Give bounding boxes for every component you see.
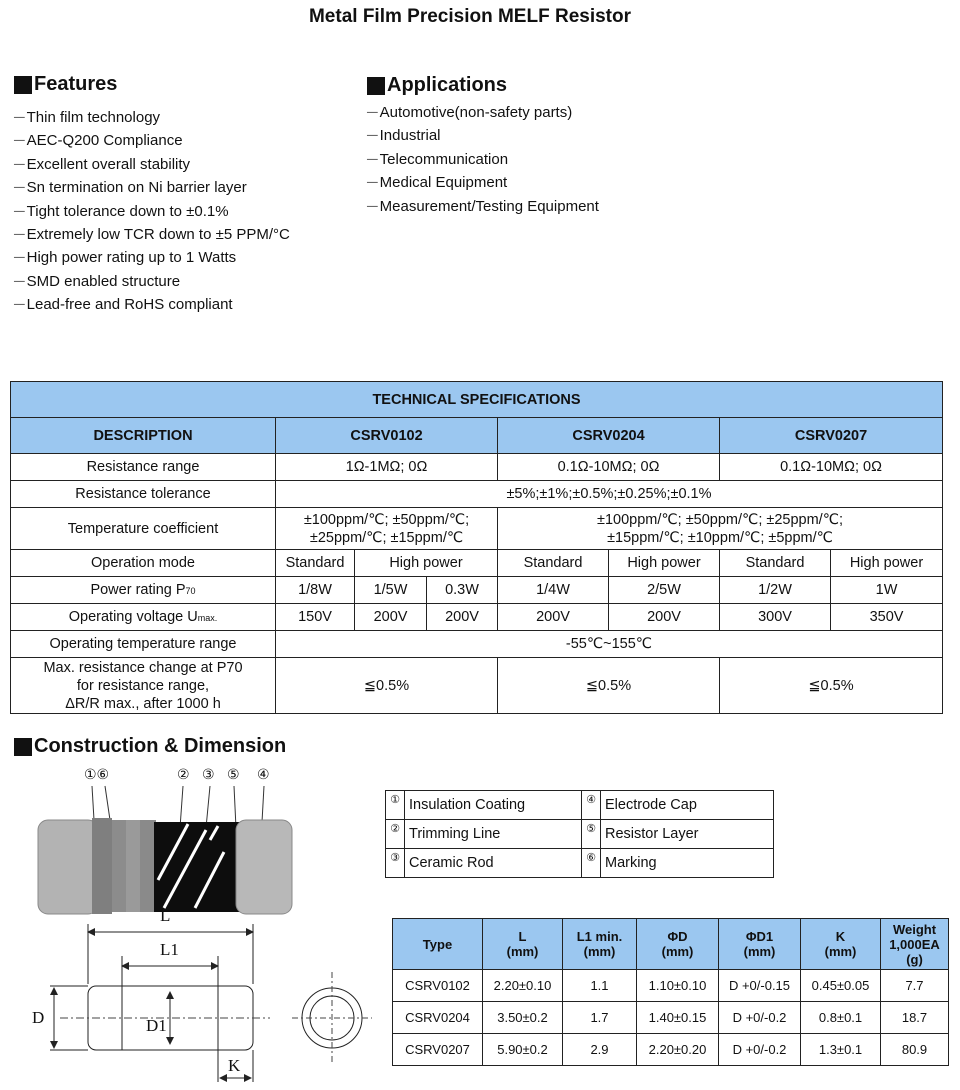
legend-label: Insulation Coating bbox=[405, 791, 582, 820]
voltage-value: 150V bbox=[276, 604, 355, 631]
feature-item-text: Thin film technology bbox=[26, 109, 161, 126]
technical-specifications-table bbox=[10, 381, 943, 714]
construction-heading bbox=[14, 735, 286, 758]
callout-4: ④ bbox=[257, 766, 270, 782]
feature-item bbox=[14, 200, 290, 223]
dim-cell: D +0/-0.15 bbox=[719, 970, 801, 1002]
resistance-range-0207: 0.1Ω-10MΩ; 0Ω bbox=[720, 454, 943, 481]
dash-bullet-icon: ─ bbox=[14, 132, 25, 150]
voltage-value: 200V bbox=[355, 604, 427, 631]
dash-bullet-icon: ─ bbox=[367, 150, 378, 168]
resistance-change-label bbox=[11, 658, 276, 714]
dim-header: ΦD (mm) bbox=[637, 919, 719, 970]
dim-cell: CSRV0102 bbox=[393, 970, 483, 1002]
operating-voltage-label-text: Operating voltage U bbox=[68, 608, 198, 625]
legend-number: ④ bbox=[582, 791, 601, 820]
feature-item bbox=[14, 106, 290, 129]
tc-rest-line1: ±100ppm/℃; ±50ppm/℃; ±25ppm/℃; bbox=[596, 511, 844, 528]
dimension-label-D: D bbox=[32, 1008, 45, 1027]
power-value: 1/2W bbox=[720, 577, 831, 604]
square-bullet-icon bbox=[367, 77, 385, 95]
dimension-label-K: K bbox=[228, 1056, 241, 1075]
dash-bullet-icon: ─ bbox=[14, 296, 25, 314]
dim-cell: 1.40±0.15 bbox=[637, 1002, 719, 1034]
legend-number: ② bbox=[386, 820, 405, 849]
callout-5: ⑤ bbox=[227, 766, 240, 782]
voltage-value: 200V bbox=[427, 604, 498, 631]
square-bullet-icon bbox=[14, 738, 32, 756]
feature-item bbox=[14, 223, 290, 246]
temp-coefficient-label: Temperature coefficient bbox=[11, 508, 276, 550]
dimension-label-D1: D1 bbox=[146, 1016, 167, 1035]
power-rating-subscript: 70 bbox=[185, 585, 196, 596]
tolerance-value: ±5%;±1%;±0.5%;±0.25%;±0.1% bbox=[276, 481, 943, 508]
applications-heading bbox=[367, 74, 507, 97]
page-title: Metal Film Precision MELF Resistor bbox=[308, 6, 632, 27]
dimension-label-L-top: L bbox=[160, 906, 171, 925]
resistance-range-0102: 1Ω-1MΩ; 0Ω bbox=[276, 454, 498, 481]
dim-cell: 2.9 bbox=[563, 1034, 637, 1066]
voltage-value: 200V bbox=[498, 604, 609, 631]
header-csrv0207: CSRV0207 bbox=[720, 418, 943, 454]
dim-cell: D +0/-0.2 bbox=[719, 1002, 801, 1034]
resistance-range-label: Resistance range bbox=[11, 454, 276, 481]
construction-legend-table bbox=[385, 790, 774, 878]
feature-item bbox=[14, 270, 290, 293]
feature-item bbox=[14, 293, 290, 316]
mode-0102-standard: Standard bbox=[276, 550, 355, 577]
mode-0207-standard: Standard bbox=[720, 550, 831, 577]
resistance-change-line3: ΔR/R max., after 1000 h bbox=[65, 695, 221, 712]
dim-cell: 80.9 bbox=[881, 1034, 949, 1066]
dash-bullet-icon: ─ bbox=[14, 249, 25, 267]
dash-bullet-icon: ─ bbox=[14, 179, 25, 197]
dim-header: Type bbox=[393, 919, 483, 970]
header-csrv0102: CSRV0102 bbox=[276, 418, 498, 454]
feature-item-text: Tight tolerance down to ±0.1% bbox=[26, 202, 229, 220]
application-item bbox=[367, 124, 599, 147]
dim-cell: D +0/-0.2 bbox=[719, 1034, 801, 1066]
legend-label: Trimming Line bbox=[405, 820, 582, 849]
temp-coefficient-0204-0207 bbox=[498, 508, 943, 550]
dim-cell: 5.90±0.2 bbox=[483, 1034, 563, 1066]
dim-cell: 1.3±0.1 bbox=[801, 1034, 881, 1066]
legend-label: Ceramic Rod bbox=[405, 849, 582, 878]
features-list bbox=[14, 106, 290, 317]
feature-item bbox=[14, 153, 290, 176]
resistance-change-line2: for resistance range, bbox=[76, 677, 210, 694]
legend-number: ③ bbox=[386, 849, 405, 878]
dim-cell: 1.1 bbox=[563, 970, 637, 1002]
dim-cell: 0.45±0.05 bbox=[801, 970, 881, 1002]
tc-rest-line2: ±15ppm/℃; ±10ppm/℃; ±5ppm/℃ bbox=[607, 529, 833, 546]
legend-label: Electrode Cap bbox=[601, 791, 774, 820]
table-row bbox=[393, 970, 949, 1002]
dash-bullet-icon: ─ bbox=[14, 202, 25, 220]
application-item bbox=[367, 171, 599, 194]
features-heading bbox=[14, 73, 117, 96]
construction-heading-text: Construction & Dimension bbox=[34, 735, 287, 757]
dim-header: ΦD1 (mm) bbox=[719, 919, 801, 970]
power-value: 1/8W bbox=[276, 577, 355, 604]
feature-item bbox=[14, 176, 290, 199]
operating-temp-label: Operating temperature range bbox=[11, 631, 276, 658]
power-value: 1W bbox=[831, 577, 943, 604]
feature-item-text: AEC-Q200 Compliance bbox=[26, 132, 183, 150]
dim-header: K (mm) bbox=[801, 919, 881, 970]
callout-1-6: ①⑥ bbox=[84, 766, 110, 782]
application-item-text: Measurement/Testing Equipment bbox=[379, 197, 599, 215]
dim-cell: 2.20±0.20 bbox=[637, 1034, 719, 1066]
application-item-text: Medical Equipment bbox=[379, 174, 508, 192]
dim-header: Weight 1,000EA (g) bbox=[881, 919, 949, 970]
application-item-text: Industrial bbox=[379, 127, 441, 145]
power-value: 0.3W bbox=[427, 577, 498, 604]
feature-item bbox=[14, 246, 290, 269]
legend-number: ① bbox=[386, 791, 405, 820]
tc-0102-line1: ±100ppm/℃; ±50ppm/℃; bbox=[303, 511, 470, 528]
dimension-label-L1: L1 bbox=[160, 940, 179, 959]
power-rating-label bbox=[11, 577, 276, 604]
dim-cell: 1.7 bbox=[563, 1002, 637, 1034]
application-item bbox=[367, 101, 599, 124]
dim-cell: CSRV0204 bbox=[393, 1002, 483, 1034]
tc-0102-line2: ±25ppm/℃; ±15ppm/℃ bbox=[309, 529, 464, 546]
power-value: 1/5W bbox=[355, 577, 427, 604]
feature-item-text: Excellent overall stability bbox=[26, 155, 191, 173]
applications-heading-text: Applications bbox=[387, 74, 508, 96]
applications-list bbox=[367, 101, 599, 218]
mode-0204-high-power: High power bbox=[609, 550, 720, 577]
dash-bullet-icon: ─ bbox=[367, 127, 378, 145]
feature-item-text: SMD enabled structure bbox=[26, 272, 181, 290]
header-csrv0204: CSRV0204 bbox=[498, 418, 720, 454]
feature-item-text: High power rating up to 1 Watts bbox=[26, 249, 237, 267]
feature-item-text: Extremely low TCR down to ±5 PPM/°C bbox=[26, 225, 290, 243]
dim-cell: 7.7 bbox=[881, 970, 949, 1002]
dash-bullet-icon: ─ bbox=[14, 155, 25, 173]
power-rating-label-text: Power rating P bbox=[90, 581, 186, 598]
dash-bullet-icon: ─ bbox=[367, 104, 378, 121]
features-heading-text: Features bbox=[34, 73, 118, 95]
tolerance-label: Resistance tolerance bbox=[11, 481, 276, 508]
dash-bullet-icon: ─ bbox=[367, 197, 378, 215]
dim-header: L (mm) bbox=[483, 919, 563, 970]
dim-cell: 3.50±0.2 bbox=[483, 1002, 563, 1034]
dim-cell: CSRV0207 bbox=[393, 1034, 483, 1066]
dim-header: L1 min. (mm) bbox=[563, 919, 637, 970]
dimensions-table bbox=[392, 918, 949, 1066]
power-value: 2/5W bbox=[609, 577, 720, 604]
dash-bullet-icon: ─ bbox=[14, 109, 25, 126]
operating-voltage-subscript: max. bbox=[197, 612, 218, 623]
resistance-change-0102: ≦0.5% bbox=[276, 658, 498, 714]
feature-item-text: Lead-free and RoHS compliant bbox=[26, 296, 233, 314]
application-item bbox=[367, 148, 599, 171]
operating-voltage-label bbox=[11, 604, 276, 631]
legend-label: Marking bbox=[601, 849, 774, 878]
dim-cell: 18.7 bbox=[881, 1002, 949, 1034]
legend-number: ⑥ bbox=[582, 849, 601, 878]
specs-title: TECHNICAL SPECIFICATIONS bbox=[11, 382, 943, 418]
feature-item bbox=[14, 129, 290, 152]
dash-bullet-icon: ─ bbox=[14, 225, 25, 243]
dim-cell: 2.20±0.10 bbox=[483, 970, 563, 1002]
voltage-value: 300V bbox=[720, 604, 831, 631]
application-item-text: Telecommunication bbox=[379, 150, 509, 168]
temp-coefficient-0102 bbox=[276, 508, 498, 550]
resistor-construction-illustration bbox=[30, 780, 300, 920]
legend-number: ⑤ bbox=[582, 820, 601, 849]
resistance-change-line1: Max. resistance change at P70 bbox=[43, 659, 243, 676]
callout-3: ③ bbox=[202, 766, 215, 782]
voltage-value: 200V bbox=[609, 604, 720, 631]
mode-0204-standard: Standard bbox=[498, 550, 609, 577]
voltage-value: 350V bbox=[831, 604, 943, 631]
operation-mode-label: Operation mode bbox=[11, 550, 276, 577]
dim-cell: 1.10±0.10 bbox=[637, 970, 719, 1002]
resistance-change-0207: ≦0.5% bbox=[720, 658, 943, 714]
feature-item-text: Sn termination on Ni barrier layer bbox=[26, 179, 247, 197]
table-row bbox=[393, 1002, 949, 1034]
callout-2: ② bbox=[177, 766, 190, 782]
power-value: 1/4W bbox=[498, 577, 609, 604]
square-bullet-icon bbox=[14, 76, 32, 94]
application-item-text: Automotive(non-safety parts) bbox=[379, 104, 573, 121]
dimension-drawing bbox=[20, 920, 380, 1086]
legend-label: Resistor Layer bbox=[601, 820, 774, 849]
dash-bullet-icon: ─ bbox=[367, 174, 378, 192]
operating-temp-value: -55℃~155℃ bbox=[276, 631, 943, 658]
resistance-change-0204: ≦0.5% bbox=[498, 658, 720, 714]
application-item bbox=[367, 195, 599, 218]
table-row bbox=[393, 1034, 949, 1066]
mode-0207-high-power: High power bbox=[831, 550, 943, 577]
resistance-range-0204: 0.1Ω-10MΩ; 0Ω bbox=[498, 454, 720, 481]
dim-cell: 0.8±0.1 bbox=[801, 1002, 881, 1034]
dash-bullet-icon: ─ bbox=[14, 272, 25, 290]
header-description: DESCRIPTION bbox=[11, 418, 276, 454]
mode-0102-high-power: High power bbox=[355, 550, 498, 577]
